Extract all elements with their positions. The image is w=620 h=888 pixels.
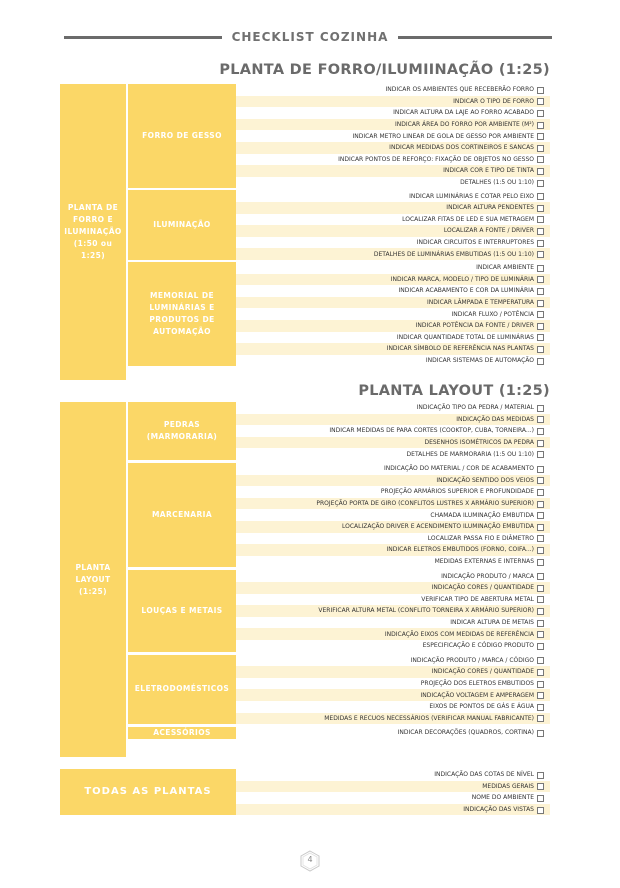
checkbox[interactable] xyxy=(537,669,544,676)
group-items xyxy=(236,570,550,651)
checklist-item xyxy=(236,214,550,226)
checkbox[interactable] xyxy=(537,193,544,200)
checklist-item-label: INDICAR DECORAÇÕES (QUADROS, CORTINA) xyxy=(397,729,534,737)
group-items xyxy=(236,84,550,188)
checklist-item-label: INDICAR SÍMBOLO DE REFERÊNCIA NAS PLANTAS xyxy=(386,345,534,353)
group-label xyxy=(128,463,236,567)
checkbox[interactable] xyxy=(537,704,544,711)
checklist-item xyxy=(236,130,550,142)
checkbox[interactable] xyxy=(537,512,544,519)
checkbox[interactable] xyxy=(537,585,544,592)
checkbox[interactable] xyxy=(537,145,544,152)
group-label-label: ELETRODOMÉSTICOS xyxy=(134,684,230,694)
checklist-item xyxy=(236,107,550,119)
checklist-item xyxy=(236,343,550,355)
checkbox[interactable] xyxy=(537,547,544,554)
checkbox[interactable] xyxy=(537,807,544,814)
checklist-item-label: INDICAR SISTEMAS DE AUTOMAÇÃO xyxy=(425,357,534,365)
checklist-item-label: INDICAR ALTURA DA LAJE AO FORRO ACABADO xyxy=(393,109,534,117)
checklist-item-label: MEDIDAS GERAIS xyxy=(482,782,534,790)
checklist-item xyxy=(236,448,550,460)
group-label-label: ILUMINAÇÃO xyxy=(153,220,211,230)
checklist-item xyxy=(236,689,550,701)
checklist-item xyxy=(236,190,550,202)
checklist-item xyxy=(236,727,550,739)
checklist-item xyxy=(236,437,550,449)
checkbox[interactable] xyxy=(537,715,544,722)
checklist-item-label: INDICAR LÂMPADA E TEMPERATURA xyxy=(426,299,534,307)
group-label-label: MARCENARIA xyxy=(151,510,213,520)
checkbox[interactable] xyxy=(537,489,544,496)
checklist-item xyxy=(236,96,550,108)
checklist-item xyxy=(236,678,550,690)
checklist-item-label: INDICAR MEDIDAS DE PARA CORTES (COOKTOP, CUBA, TORNEIRA...) xyxy=(329,427,534,435)
checklist-item-label: INDICAR CIRCUITOS E INTERRUPTORES xyxy=(416,239,534,247)
checkbox[interactable] xyxy=(537,110,544,117)
page-number-badge xyxy=(300,850,320,872)
checklist-item-label: INDICAÇÃO DO MATERIAL / COR DE ACABAMENTO xyxy=(383,465,534,473)
checklist-item xyxy=(236,225,550,237)
checkbox[interactable] xyxy=(537,180,544,187)
checklist-item xyxy=(236,617,550,629)
checklist-item xyxy=(236,262,550,274)
checkbox[interactable] xyxy=(537,216,544,223)
checklist-item xyxy=(236,165,550,177)
checklist-item xyxy=(236,425,550,437)
checklist-item xyxy=(236,84,550,96)
checklist-item-label: INDICAÇÃO TIPO DA PEDRA / MATERIAL xyxy=(416,404,534,412)
group-items xyxy=(236,463,550,567)
checklist-item xyxy=(236,509,550,521)
checklist-item-label: INDICAR ALTURA PENDENTES xyxy=(446,204,534,212)
checkbox[interactable] xyxy=(537,440,544,447)
group-label xyxy=(128,262,236,366)
group-label-label: FORRO DE GESSO xyxy=(142,131,222,141)
checklist-item xyxy=(236,713,550,725)
group-items xyxy=(236,402,550,460)
checklist-item xyxy=(236,544,550,556)
checklist-item-label: INDICAR MARCA, MODELO / TIPO DE LUMINÁRIA xyxy=(390,275,534,283)
checklist-item xyxy=(236,781,550,793)
checklist-item xyxy=(236,308,550,320)
checklist-item xyxy=(236,498,550,510)
checklist-item xyxy=(236,202,550,214)
page-number: 4 xyxy=(307,855,313,864)
checklist-item-label: INDICAÇÃO CORES / QUANTIDADE xyxy=(431,584,534,592)
checklist-item xyxy=(236,463,550,475)
checklist-item-label: ESPECIFICAÇÃO E CÓDIGO PRODUTO xyxy=(422,642,534,650)
checkbox[interactable] xyxy=(537,240,544,247)
group-label-label: MEMORIAL DE LUMINÁRIAS E PRODUTOS DE AUTOMAÇÃO xyxy=(149,291,215,337)
checklist-item-label: INDICAR QUANTIDADE TOTAL DE LUMINÁRIAS xyxy=(396,333,534,341)
checkbox[interactable] xyxy=(537,416,544,423)
checkbox[interactable] xyxy=(537,451,544,458)
checklist-item-label: INDICAR ALTURA DE METAIS xyxy=(450,619,534,627)
checklist-item-label: INDICAR MEDIDAS DOS CORTINEIROS E SANCAS xyxy=(389,144,534,152)
group-label xyxy=(128,655,236,725)
checkbox[interactable] xyxy=(537,168,544,175)
checkbox[interactable] xyxy=(537,466,544,473)
checkbox[interactable] xyxy=(537,358,544,365)
checklist-item-label: VERIFICAR ALTURA METAL (CONFLITO TORNEIRA X ARMÁRIO SUPERIOR) xyxy=(318,607,534,615)
checklist-item xyxy=(236,594,550,606)
section-side-label xyxy=(60,402,126,757)
checklist-item-label: INDICAÇÃO VOLTAGEM E AMPERAGEM xyxy=(420,691,534,699)
checkbox[interactable] xyxy=(537,477,544,484)
checklist-item-label: INDICAR COR E TIPO DE TINTA xyxy=(443,167,534,175)
checkbox[interactable] xyxy=(537,205,544,212)
checkbox[interactable] xyxy=(537,631,544,638)
checklist-item xyxy=(236,666,550,678)
group-items xyxy=(236,655,550,725)
checklist-item xyxy=(236,154,550,166)
section-title: PLANTA LAYOUT (1:25) xyxy=(358,383,550,399)
group-items xyxy=(236,262,550,366)
checklist-item-label: INDICAR POTÊNCIA DA FONTE / DRIVER xyxy=(415,322,534,330)
checklist-item-label: MEDIDAS EXTERNAS E INTERNAS xyxy=(434,558,534,566)
checklist-item xyxy=(236,332,550,344)
section-side-label xyxy=(60,84,126,380)
checklist-item xyxy=(236,355,550,367)
checkbox[interactable] xyxy=(537,428,544,435)
group-label xyxy=(128,727,236,739)
group-items xyxy=(236,727,550,739)
checkbox[interactable] xyxy=(537,772,544,779)
group-label xyxy=(128,570,236,651)
checklist-item xyxy=(236,582,550,594)
group-label xyxy=(128,190,236,260)
checkbox[interactable] xyxy=(537,608,544,615)
checklist-item-label: INDICAÇÃO PRODUTO / MARCA / CÓDIGO xyxy=(410,656,534,664)
checkbox[interactable] xyxy=(537,643,544,650)
checkbox[interactable] xyxy=(537,657,544,664)
checklist-item xyxy=(236,792,550,804)
checklist-item xyxy=(236,655,550,667)
checklist-item-label: PROJEÇÃO ARMÁRIOS SUPERIOR E PROFUNDIDADE xyxy=(380,488,534,496)
checklist-item xyxy=(236,285,550,297)
section-side-label-label: PLANTA DE FORRO E ILUMINAÇÃO (1:50 ou 1:25) xyxy=(64,203,122,260)
checkbox[interactable] xyxy=(537,501,544,508)
checklist-item xyxy=(236,701,550,713)
checkbox[interactable] xyxy=(537,311,544,318)
checkbox[interactable] xyxy=(537,98,544,105)
checklist-item-label: INDICAÇÃO DAS VISTAS xyxy=(463,806,534,814)
checklist-item xyxy=(236,570,550,582)
checklist-item-label: INDICAR ÁREA DO FORRO POR AMBIENTE (M²) xyxy=(395,121,534,129)
checkbox[interactable] xyxy=(537,288,544,295)
checklist-item-label: INDICAR METRO LINEAR DE GOLA DE GESSO POR AMBIENTE xyxy=(352,132,534,140)
checklist-item-label: INDICAR AMBIENTE xyxy=(476,264,534,272)
checklist-item xyxy=(236,628,550,640)
checkbox[interactable] xyxy=(537,573,544,580)
checklist-item-label: CHAMADA ILUMINAÇÃO EMBUTIDA xyxy=(430,511,534,519)
page-header xyxy=(0,22,620,52)
checklist-item xyxy=(236,605,550,617)
group-label-label: PEDRAS (MARMORARIA) xyxy=(146,420,218,441)
checklist-item-label: INDICAR PONTOS DE REFORÇO: FIXAÇÃO DE OBJETOS NO GESSO xyxy=(338,155,534,163)
checklist-item xyxy=(236,486,550,498)
checklist-item-label: INDICAÇÃO SENTIDO DOS VEIOS xyxy=(436,476,534,484)
group-items xyxy=(236,190,550,260)
checkbox[interactable] xyxy=(537,133,544,140)
all-plans-items xyxy=(236,769,550,815)
checklist-item xyxy=(236,237,550,249)
section-title: PLANTA DE FORRO/ILUMIINAÇÃO (1:25) xyxy=(219,62,550,78)
checklist-item-label: EIXOS DE PONTOS DE GÁS E ÁGUA xyxy=(429,703,534,711)
checklist-item xyxy=(236,769,550,781)
checkbox[interactable] xyxy=(537,405,544,412)
checklist-item-label: INDICAR ELETROS EMBUTIDOS (FORNO, COIFA...) xyxy=(386,546,534,554)
checklist-item-label: MEDIDAS E RECUOS NECESSÁRIOS (VERIFICAR MANUAL FABRICANTE) xyxy=(324,714,534,722)
checklist-item xyxy=(236,640,550,652)
checklist-item xyxy=(236,274,550,286)
checklist-item-label: INDICAÇÃO CORES / QUANTIDADE xyxy=(431,668,534,676)
checkbox[interactable] xyxy=(537,620,544,627)
checkbox[interactable] xyxy=(537,122,544,129)
group-label-label: LOUÇAS E METAIS xyxy=(141,605,223,615)
group-label xyxy=(128,84,236,188)
checklist-item xyxy=(236,297,550,309)
checklist-item-label: INDICAR LUMINÁRIAS E COTAR PELO EIXO xyxy=(409,192,534,200)
checklist-item xyxy=(236,556,550,568)
checklist-item xyxy=(236,177,550,189)
checklist-item-label: INDICAÇÃO DAS COTAS DE NÍVEL xyxy=(434,771,534,779)
checklist-item-label: VERIFICAR TIPO DE ABERTURA METAL xyxy=(421,595,534,603)
checklist-item-label: LOCALIZAR FITAS DE LED E SUA METRAGEM xyxy=(402,215,534,223)
checkbox[interactable] xyxy=(537,730,544,737)
checklist-item-label: LOCALIZAR A FONTE / DRIVER xyxy=(443,227,534,235)
checkbox[interactable] xyxy=(537,323,544,330)
checklist-item-label: INDICAÇÃO DAS MEDIDAS xyxy=(456,415,534,423)
checkbox[interactable] xyxy=(537,334,544,341)
checklist-item xyxy=(236,804,550,816)
checkbox[interactable] xyxy=(537,87,544,94)
section-side-label-label: PLANTA LAYOUT (1:25) xyxy=(75,562,111,596)
checklist-item xyxy=(236,142,550,154)
checklist-item-label: LOCALIZAR PASSA FIO E DIÂMETRO xyxy=(427,534,534,542)
checklist-item-label: INDICAÇÃO EIXOS COM MEDIDAS DE REFERÊNCIA xyxy=(384,630,534,638)
checklist-item-label: PROJEÇÃO PORTA DE GIRO (CONFLITOS LUSTRES X ARMÁRIO SUPERIOR) xyxy=(316,500,534,508)
checkbox[interactable] xyxy=(537,524,544,531)
checkbox[interactable] xyxy=(537,559,544,566)
checklist-item-label: INDICAR OS AMBIENTES QUE RECEBERÃO FORRO xyxy=(385,86,534,94)
checklist-item xyxy=(236,475,550,487)
checkbox[interactable] xyxy=(537,228,544,235)
checkbox[interactable] xyxy=(537,300,544,307)
checklist-item xyxy=(236,119,550,131)
checkbox[interactable] xyxy=(537,265,544,272)
checkbox[interactable] xyxy=(537,795,544,802)
group-label xyxy=(128,402,236,460)
checklist-item-label: INDICAÇÃO PRODUTO / MARCA xyxy=(441,572,534,580)
checklist-item-label: DETALHES DE LUMINÁRIAS EMBUTIDAS (1:5 OU 1:10) xyxy=(373,250,534,258)
checklist-item-label: INDICAR O TIPO DE FORRO xyxy=(453,97,534,105)
checkbox[interactable] xyxy=(537,251,544,258)
checklist-item xyxy=(236,402,550,414)
checklist-item-label: DETALHES (1:5 OU 1:10) xyxy=(460,179,534,187)
checklist-item-label: LOCALIZAÇÃO DRIVER E ACENDIMENTO ILUMINAÇÃO EMBUTIDA xyxy=(341,523,534,531)
checkbox[interactable] xyxy=(537,783,544,790)
checkbox[interactable] xyxy=(537,276,544,283)
all-plans-label-label: TODAS AS PLANTAS xyxy=(84,786,212,798)
checklist-item-label: DETALHES DE MARMORARIA (1:5 OU 1:10) xyxy=(406,450,534,458)
checkbox[interactable] xyxy=(537,535,544,542)
checklist-item-label: DESENHOS ISOMÉTRICOS DA PEDRA xyxy=(424,439,534,447)
checklist-item xyxy=(236,414,550,426)
checklist-item xyxy=(236,320,550,332)
checklist-item-label: INDICAR FLUXO / POTÊNCIA xyxy=(451,310,534,318)
checklist-item-label: PROJEÇÃO DOS ELETROS EMBUTIDOS xyxy=(420,680,534,688)
group-label-label: ACESSÓRIOS xyxy=(153,727,211,737)
checkbox[interactable] xyxy=(537,596,544,603)
checkbox[interactable] xyxy=(537,681,544,688)
checklist-item-label: NOME DO AMBIENTE xyxy=(471,794,534,802)
page-title: CHECKLIST COZINHA xyxy=(222,30,399,44)
checklist-item xyxy=(236,521,550,533)
checkbox[interactable] xyxy=(537,692,544,699)
all-plans-label xyxy=(60,769,236,815)
checklist-item-label: INDICAR ACABAMENTO E COR DA LUMINÁRIA xyxy=(398,287,534,295)
checklist-item xyxy=(236,533,550,545)
checklist-item xyxy=(236,248,550,260)
checkbox[interactable] xyxy=(537,156,544,163)
checkbox[interactable] xyxy=(537,346,544,353)
